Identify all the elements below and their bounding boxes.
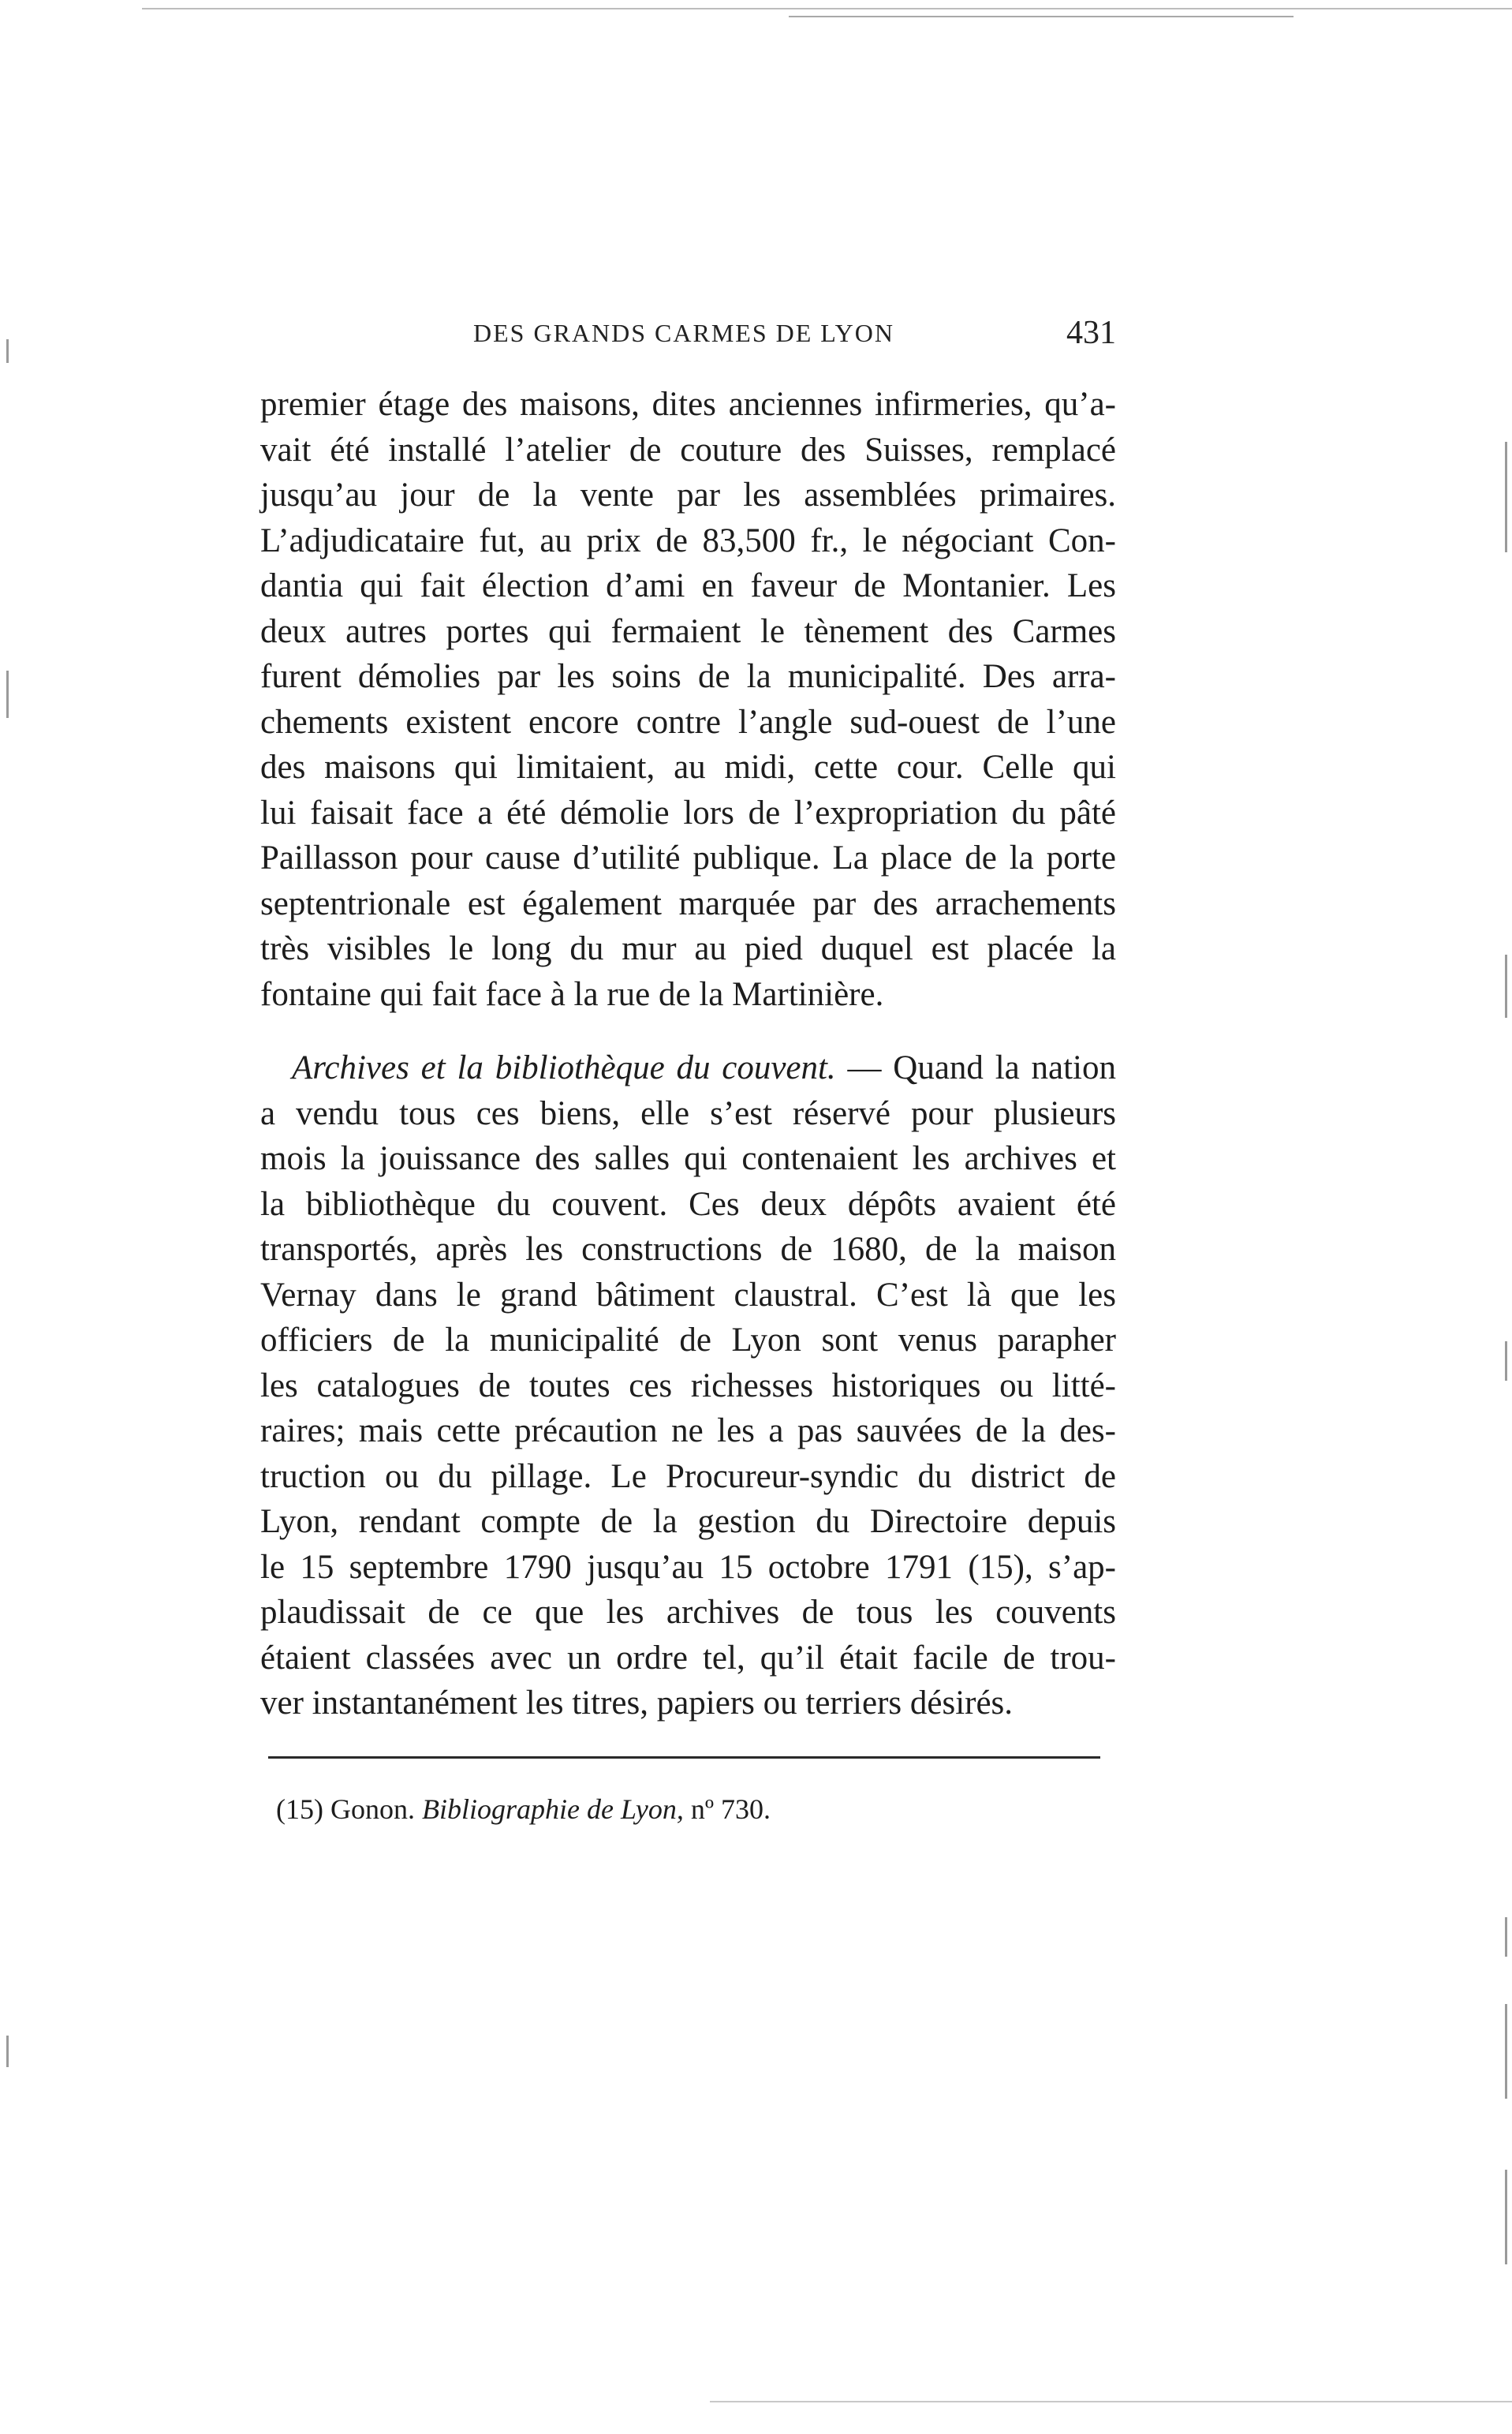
page-header	[260, 315, 1116, 366]
text-line: vait été installé l’atelier de couture des Suisses, remplacé	[260, 431, 1116, 469]
text-line: raires; mais cette précaution ne les a pas sauvées de la des-	[260, 1412, 1116, 1449]
text-line: le 15 septembre 1790 jusqu’au 15 octobre 1791 (15), s’ap-	[260, 1548, 1116, 1586]
text-line: Paillasson pour cause d’utilité publique. La place de la porte	[260, 839, 1116, 877]
text-fragment: — Quand la nation	[835, 1049, 1116, 1086]
margin-mark	[1505, 1917, 1507, 1957]
margin-mark	[1505, 1341, 1507, 1381]
paragraph	[260, 382, 1116, 1017]
text-line: truction ou du pillage. Le Procureur-syndic du district de	[260, 1457, 1116, 1495]
text-line	[260, 1045, 1116, 1091]
text-line: a vendu tous ces biens, elle s’est réservé pour plusieurs	[260, 1094, 1116, 1132]
text-line: officiers de la municipalité de Lyon sont venus parapher	[260, 1322, 1116, 1359]
margin-mark	[6, 671, 9, 718]
margin-mark	[1505, 955, 1507, 1018]
text-line: très visibles le long du mur au pied duquel est placée la	[260, 930, 1116, 967]
text-line: la bibliothèque du couvent. Ces deux dépôts avaient été	[260, 1185, 1116, 1223]
text-line: dantia qui fait élection d’ami en faveur de Montanier. Les	[260, 567, 1116, 604]
text-line: fontaine qui fait face à la rue de la Martinière.	[260, 975, 884, 1013]
text-line: furent démolies par les soins de la municipalité. Des arra-	[260, 658, 1116, 695]
footnote-marker: (15) Gonon.	[276, 1793, 415, 1825]
text-line: des maisons qui limitaient, au midi, cette cour. Celle qui	[260, 749, 1116, 786]
text-line: lui faisait face a été démolie lors de l’expropriation du pâté	[260, 794, 1116, 832]
margin-mark	[6, 2036, 9, 2067]
text-line: ver instantanément les titres, papiers ou terriers désirés.	[260, 1684, 1014, 1722]
footnote-rule	[268, 1756, 1100, 1759]
paragraph	[260, 1045, 1116, 1726]
margin-mark	[1505, 442, 1507, 552]
text-line: mois la jouissance des salles qui contenaient les archives et	[260, 1140, 1116, 1177]
footnote	[276, 1793, 1112, 1826]
footnote-title: Bibliographie de Lyon,	[421, 1793, 684, 1825]
section-title: Archives et la bibliothèque du couvent.	[292, 1049, 836, 1086]
footnote-rest: nº 730.	[683, 1793, 771, 1825]
scan-edge-top	[789, 16, 1294, 17]
text-line: chements existent encore contre l’angle sud-ouest de l’une	[260, 703, 1116, 741]
scan-edge-bottom	[710, 2401, 1512, 2402]
page-number: 431	[1066, 315, 1116, 351]
text-line: étaient classées avec un ordre tel, qu’il était facile de trou-	[260, 1639, 1116, 1677]
text-line: Lyon, rendant compte de la gestion du Directoire depuis	[260, 1503, 1116, 1540]
text-line: deux autres portes qui fermaient le tènement des Carmes	[260, 612, 1116, 650]
text-line: plaudissait de ce que les archives de tous les couvents	[260, 1594, 1116, 1631]
text-line: Vernay dans le grand bâtiment claustral. C’est là que les	[260, 1276, 1116, 1314]
text-line: jusqu’au jour de la vente par les assemblées primaires.	[260, 477, 1116, 514]
margin-mark	[1505, 2170, 1507, 2264]
body-text	[260, 382, 1116, 1726]
margin-mark	[6, 339, 9, 363]
margin-mark	[1505, 2004, 1507, 2099]
text-line: L’adjudicataire fut, au prix de 83,500 fr., le négociant Con-	[260, 522, 1116, 559]
text-line: transportés, après les constructions de 1680, de la maison	[260, 1231, 1116, 1268]
text-line: les catalogues de toutes ces richesses historiques ou litté-	[260, 1367, 1116, 1404]
running-title: DES GRANDS CARMES DE LYON	[473, 319, 894, 347]
scan-edge-top	[142, 8, 1512, 9]
text-line: premier étage des maisons, dites anciennes infirmeries, qu’a-	[260, 386, 1116, 423]
text-line: septentrionale est également marquée par des arrachements	[260, 884, 1116, 922]
